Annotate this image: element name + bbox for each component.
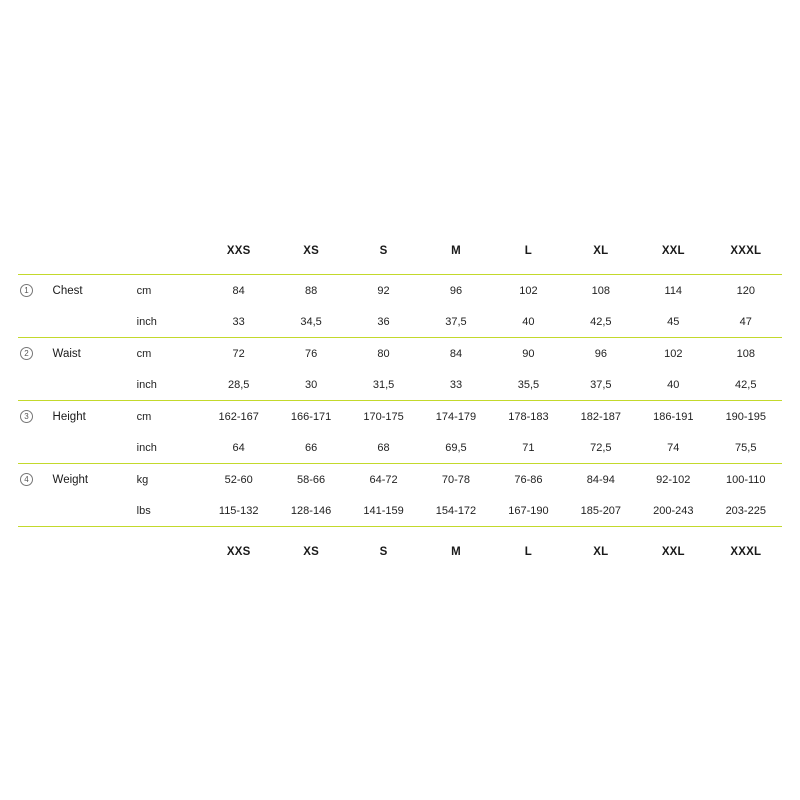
circled-number-icon: 2: [20, 347, 33, 360]
size-chart: [18, 236, 782, 567]
size-header-cell: XL: [565, 527, 637, 568]
measurement-cell: 84: [202, 275, 274, 307]
measurement-cell: 102: [637, 338, 709, 370]
measurement-cell: 203-225: [725, 504, 766, 517]
measurement-cell: 72: [202, 338, 274, 370]
measurement-label: [51, 432, 129, 464]
measurement-cell: 70-78: [420, 464, 492, 496]
measurement-cell: 174-179: [420, 401, 492, 433]
measurement-cell: 200-243: [653, 504, 694, 517]
measurement-cell: 33: [232, 315, 245, 328]
measurement-cell: 167-190: [508, 504, 549, 517]
size-header-cell: XS: [275, 527, 347, 568]
size-header-cell: XXS: [226, 245, 251, 257]
unit-label: cm: [129, 275, 203, 307]
measurement-cell: 47: [739, 315, 752, 328]
unit-label: inch: [136, 441, 157, 454]
measurement-cell: 162-167: [202, 401, 274, 433]
measurement-cell: 76-86: [492, 464, 564, 496]
size-header-cell: XL: [593, 245, 609, 257]
spacer-cell: [51, 236, 129, 275]
measurement-label: Height: [51, 401, 129, 433]
measurement-cell: 102: [492, 275, 564, 307]
circled-number-icon: 3: [20, 410, 33, 423]
measurement-cell: 90: [492, 338, 564, 370]
measurement-cell: 40: [667, 378, 680, 391]
unit-label: inch: [136, 315, 157, 328]
measurement-label: Waist: [51, 338, 129, 370]
measurement-cell: 34,5: [300, 315, 322, 328]
row-index-badge: [18, 464, 51, 496]
measurement-cell: 182-187: [565, 401, 637, 433]
measurement-cell: 166-171: [275, 401, 347, 433]
size-header-cell: S: [379, 245, 388, 257]
circled-number-icon: 1: [20, 284, 33, 297]
measurement-cell: 42,5: [735, 378, 757, 391]
measurement-cell: 72,5: [590, 441, 612, 454]
measurement-cell: 88: [275, 275, 347, 307]
size-header-cell: S: [347, 527, 419, 568]
measurement-cell: 92-102: [637, 464, 709, 496]
size-header-cell: XXL: [637, 527, 709, 568]
measurement-cell: 120: [710, 275, 782, 307]
size-header-cell: XXS: [202, 527, 274, 568]
row-index-badge: [18, 401, 51, 433]
unit-label: cm: [129, 338, 203, 370]
table-row: [18, 338, 782, 370]
spacer-cell: [129, 527, 203, 568]
size-header-cell: XXXL: [710, 527, 782, 568]
circled-number-icon: 4: [20, 473, 33, 486]
measurement-label: [51, 369, 129, 401]
measurement-cell: 128-146: [290, 504, 332, 517]
measurement-label: Weight: [51, 464, 129, 496]
measurement-cell: 31,5: [372, 378, 395, 391]
table-row: [18, 464, 782, 496]
size-header-cell: L: [492, 527, 564, 568]
unit-label: inch: [136, 378, 157, 391]
measurement-cell: 58-66: [275, 464, 347, 496]
unit-label: kg: [129, 464, 203, 496]
measurement-cell: 71: [522, 441, 535, 454]
measurement-cell: 84: [420, 338, 492, 370]
unit-label: lbs: [136, 504, 151, 517]
size-chart-table: [18, 236, 782, 567]
measurement-cell: 84-94: [565, 464, 637, 496]
measurement-cell: 75,5: [735, 441, 757, 454]
measurement-cell: 33: [449, 378, 463, 391]
row-index-badge: [18, 338, 51, 370]
measurement-cell: 42,5: [590, 315, 612, 328]
measurement-cell: 37,5: [590, 378, 612, 391]
spacer-cell: [129, 236, 203, 275]
measurement-cell: 80: [347, 338, 419, 370]
measurement-cell: 37,5: [445, 315, 467, 328]
size-header-row: [18, 236, 782, 275]
measurement-cell: 178-183: [492, 401, 564, 433]
table-row: [18, 369, 782, 401]
measurement-cell: 35,5: [517, 378, 540, 391]
measurement-cell: 185-207: [580, 504, 622, 517]
measurement-cell: 69,5: [445, 441, 467, 454]
size-header-cell: L: [524, 245, 533, 257]
measurement-cell: 64: [232, 441, 245, 454]
spacer-cell: [18, 527, 51, 568]
size-header-cell: M: [420, 527, 492, 568]
unit-label: cm: [129, 401, 203, 433]
measurement-cell: 66: [304, 441, 318, 454]
size-header-cell: M: [451, 245, 461, 257]
size-footer-row: [18, 527, 782, 568]
table-row: [18, 495, 782, 527]
size-header-cell: XXL: [661, 245, 685, 257]
measurement-cell: 170-175: [347, 401, 419, 433]
table-row: [18, 306, 782, 338]
row-index-badge: [18, 275, 51, 307]
measurement-cell: 141-159: [363, 504, 404, 517]
row-index-badge: [18, 432, 51, 464]
measurement-cell: 40: [522, 315, 535, 328]
row-index-badge: [18, 495, 51, 527]
measurement-cell: 154-172: [435, 504, 477, 517]
measurement-cell: 68: [377, 441, 390, 454]
measurement-cell: 74: [667, 441, 680, 454]
measurement-label: [51, 495, 129, 527]
spacer-cell: [51, 527, 129, 568]
measurement-cell: 28,5: [227, 378, 250, 391]
table-row: [18, 275, 782, 307]
measurement-cell: 30: [304, 378, 318, 391]
measurement-cell: 64-72: [347, 464, 419, 496]
measurement-cell: 36: [377, 315, 390, 328]
measurement-cell: 115-132: [218, 504, 259, 517]
measurement-cell: 45: [667, 315, 680, 328]
measurement-cell: 108: [565, 275, 637, 307]
measurement-cell: 190-195: [710, 401, 782, 433]
measurement-cell: 100-110: [710, 464, 782, 496]
measurement-cell: 108: [710, 338, 782, 370]
size-header-cell: XS: [303, 245, 319, 257]
measurement-label: Chest: [51, 275, 129, 307]
row-index-badge: [18, 306, 51, 338]
size-header-cell: XXXL: [730, 245, 762, 257]
measurement-cell: 76: [275, 338, 347, 370]
table-row: [18, 432, 782, 464]
row-index-badge: [18, 369, 51, 401]
table-row: [18, 401, 782, 433]
measurement-cell: 96: [565, 338, 637, 370]
spacer-cell: [18, 236, 51, 275]
measurement-cell: 114: [637, 275, 709, 307]
measurement-cell: 96: [420, 275, 492, 307]
measurement-label: [51, 306, 129, 338]
measurement-cell: 92: [347, 275, 419, 307]
measurement-cell: 186-191: [637, 401, 709, 433]
measurement-cell: 52-60: [202, 464, 274, 496]
